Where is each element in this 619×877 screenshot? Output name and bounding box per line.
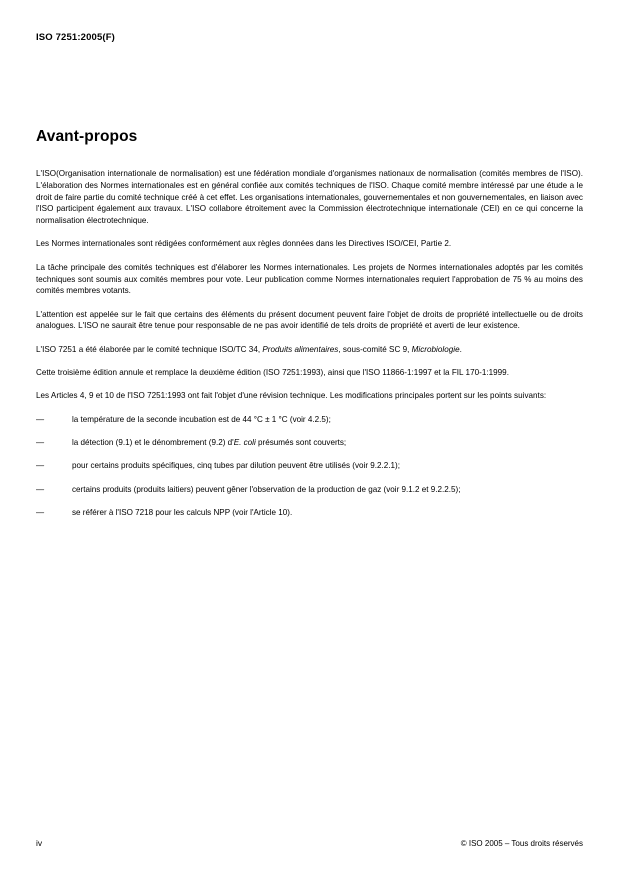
list-item-text: certains produits (produits laitiers) peuvent gêner l'observation de la production de gaz (voir 9.1.2 et 9.2.2.5); — [72, 484, 461, 494]
paragraph-iso-definition: L'ISO(Organisation internationale de normalisation) est une fédération mondiale d'organismes nationaux de normalisation (comités membres de l'ISO). L'élaboration des Normes internationales est en général confiée aux comités techniques de l'ISO. Chaque comité membre intéressé par une étude a le droit de faire partie du comité technique créé à cet effet. Les organisations internationales, gouvernementales et non gouvernementales, en liaison avec l'ISO participent également aux travaux. L'ISO collabore étroitement avec la Commission électrotechnique internationale (CEI) en ce qui concerne la normalisation électrotechnique. — [36, 169, 583, 226]
paragraph-committee-task: La tâche principale des comités techniques est d'élaborer les Normes internationales. Les projets de Normes internationales adoptés par les comités techniques sont soumis aux comités membres pour vote. Leur publication comme Normes internationales requiert l'approbation de 75 % au moins des comités membres votants. — [36, 262, 583, 296]
list-item-text: la détection (9.1) et le dénombrement (9.2) d' — [72, 437, 234, 447]
list-item — [36, 414, 583, 426]
list-item-text: la température de la seconde incubation est de 44 °C ± 1 °C (voir 4.2.5); — [72, 414, 331, 424]
dash-bullet-icon: — — [36, 484, 44, 494]
copyright-notice: © ISO 2005 – Tous droits réservés — [460, 839, 583, 848]
page-content — [36, 128, 583, 530]
list-item — [36, 460, 583, 472]
section-title: Avant-propos — [36, 128, 138, 145]
page-footer — [36, 838, 583, 848]
dash-bullet-icon: — — [36, 437, 44, 447]
tc-text-part2: , sous-comité SC 9, — [338, 344, 412, 354]
paragraph-directives: Les Normes internationales sont rédigées conformément aux règles données dans les Directives ISO/CEI, Partie 2. — [36, 239, 452, 249]
paragraph-edition: Cette troisième édition annule et remplace la deuxième édition (ISO 7251:1993), ainsi que l'ISO 11866-1:1997 et la FIL 170-1:1999. — [36, 368, 509, 378]
paragraph-revision: Les Articles 4, 9 et 10 de l'ISO 7251:1993 ont fait l'objet d'une révision technique. Les modifications principales portent sur les points suivants: — [36, 391, 547, 401]
list-item-text: se référer à l'ISO 7218 pour les calculs NPP (voir l'Article 10). — [72, 507, 293, 517]
dash-bullet-icon: — — [36, 507, 44, 517]
tc-text-part3: . — [459, 344, 462, 354]
revision-changes-list — [36, 414, 583, 519]
tc-italic-microbiologie: Microbiologie — [411, 344, 460, 354]
page-number: iv — [36, 838, 43, 848]
tc-italic-produits: Produits alimentaires — [262, 344, 339, 354]
tc-text-part1: L'ISO 7251 a été élaborée par le comité technique ISO/TC 34, — [36, 344, 263, 354]
paragraph-technical-committee — [36, 344, 583, 356]
list-item — [36, 484, 583, 496]
list-item-italic: E. coli — [233, 437, 256, 447]
paragraph-patent-notice: L'attention est appelée sur le fait que certains des éléments du présent document peuvent faire l'objet de droits de propriété intellectuelle ou de droits analogues. L'ISO ne saurait être tenue pour responsable de ne pas avoir identifié de tels droits de propriété et averti de leur existence. — [36, 309, 583, 331]
running-head: ISO 7251:2005(F) — [36, 32, 115, 43]
dash-bullet-icon: — — [36, 461, 44, 471]
list-item-text-cont: présumés sont couverts; — [255, 437, 347, 447]
list-item — [36, 437, 583, 449]
dash-bullet-icon: — — [36, 414, 44, 424]
list-item-text: pour certains produits spécifiques, cinq tubes par dilution peuvent être utilisés (voir 9.2.2.1); — [72, 461, 400, 471]
list-item — [36, 507, 583, 519]
